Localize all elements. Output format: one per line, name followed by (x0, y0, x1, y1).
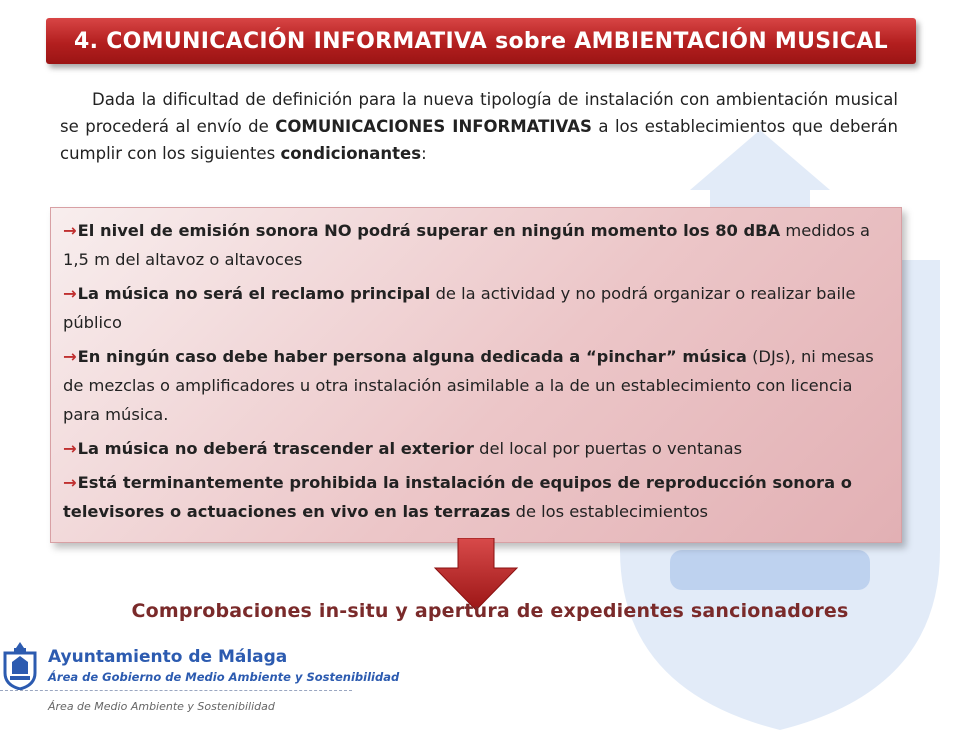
footer-divider (0, 690, 352, 691)
intro-paragraph (60, 86, 898, 167)
page-title: 4. COMUNICACIÓN INFORMATIVA sobre AMBIENTACIÓN MUSICAL (73, 28, 888, 54)
condition-item (63, 279, 889, 337)
condition-text: medidos a 1,5 m del altavoz o altavoces (63, 221, 871, 269)
conclusion-text: Comprobaciones in-situ y apertura de expedientes sancionadores (131, 600, 849, 622)
footer-text: Área de Medio Ambiente y Sostenibilidad (48, 700, 275, 713)
condition-bold: El nivel de emisión sonora NO podrá superar en ningún momento los 80 dBA (77, 221, 781, 240)
malaga-coat-of-arms-icon (2, 640, 38, 690)
conditions-panel (50, 207, 902, 543)
intro-bold-1: COMUNICACIONES INFORMATIVAS (275, 117, 592, 136)
title-banner (46, 18, 916, 64)
condition-text: (DJs), ni mesas de mezclas o amplificadores u otra instalación asimilable a la de un establecimiento con licencia para música. (63, 347, 874, 424)
intro-bold-2: condicionantes (280, 144, 422, 163)
condition-text: del local por puertas o ventanas (473, 439, 743, 458)
condition-bold: En ningún caso debe haber persona alguna dedicada a “pinchar” música (77, 347, 747, 366)
intro-text-2: a los establecimientos que deberán cumplir con los siguientes (60, 117, 899, 163)
condition-bold: La música no deberá trascender al exterior (77, 439, 474, 458)
condition-text: de la actividad y no podrá organizar o realizar baile público (63, 284, 856, 332)
condition-bold: La música no será el reclamo principal (77, 284, 431, 303)
right-arrow-icon: → (63, 284, 77, 303)
right-arrow-icon: → (63, 221, 77, 240)
condition-bold: Está terminantemente prohibida la instalación de equipos de reproducción sonora o televisores o actuaciones en vivo en las terrazas (63, 473, 852, 521)
intro-text-3: : (421, 144, 427, 163)
right-arrow-icon: → (63, 473, 77, 492)
condition-text: de los establecimientos (510, 502, 709, 521)
condition-item (63, 468, 889, 526)
condition-item (63, 216, 889, 274)
condition-item (63, 342, 889, 429)
intro-text-1: Dada la dificultad de definición para la nueva tipología de instalación con ambientación musical se procederá al envío de (60, 90, 898, 136)
org-area: Área de Gobierno de Medio Ambiente y Sostenibilidad (48, 670, 400, 684)
right-arrow-icon: → (63, 439, 77, 458)
condition-item (63, 434, 889, 463)
org-name: Ayuntamiento de Málaga (48, 647, 288, 667)
right-arrow-icon: → (63, 347, 77, 366)
